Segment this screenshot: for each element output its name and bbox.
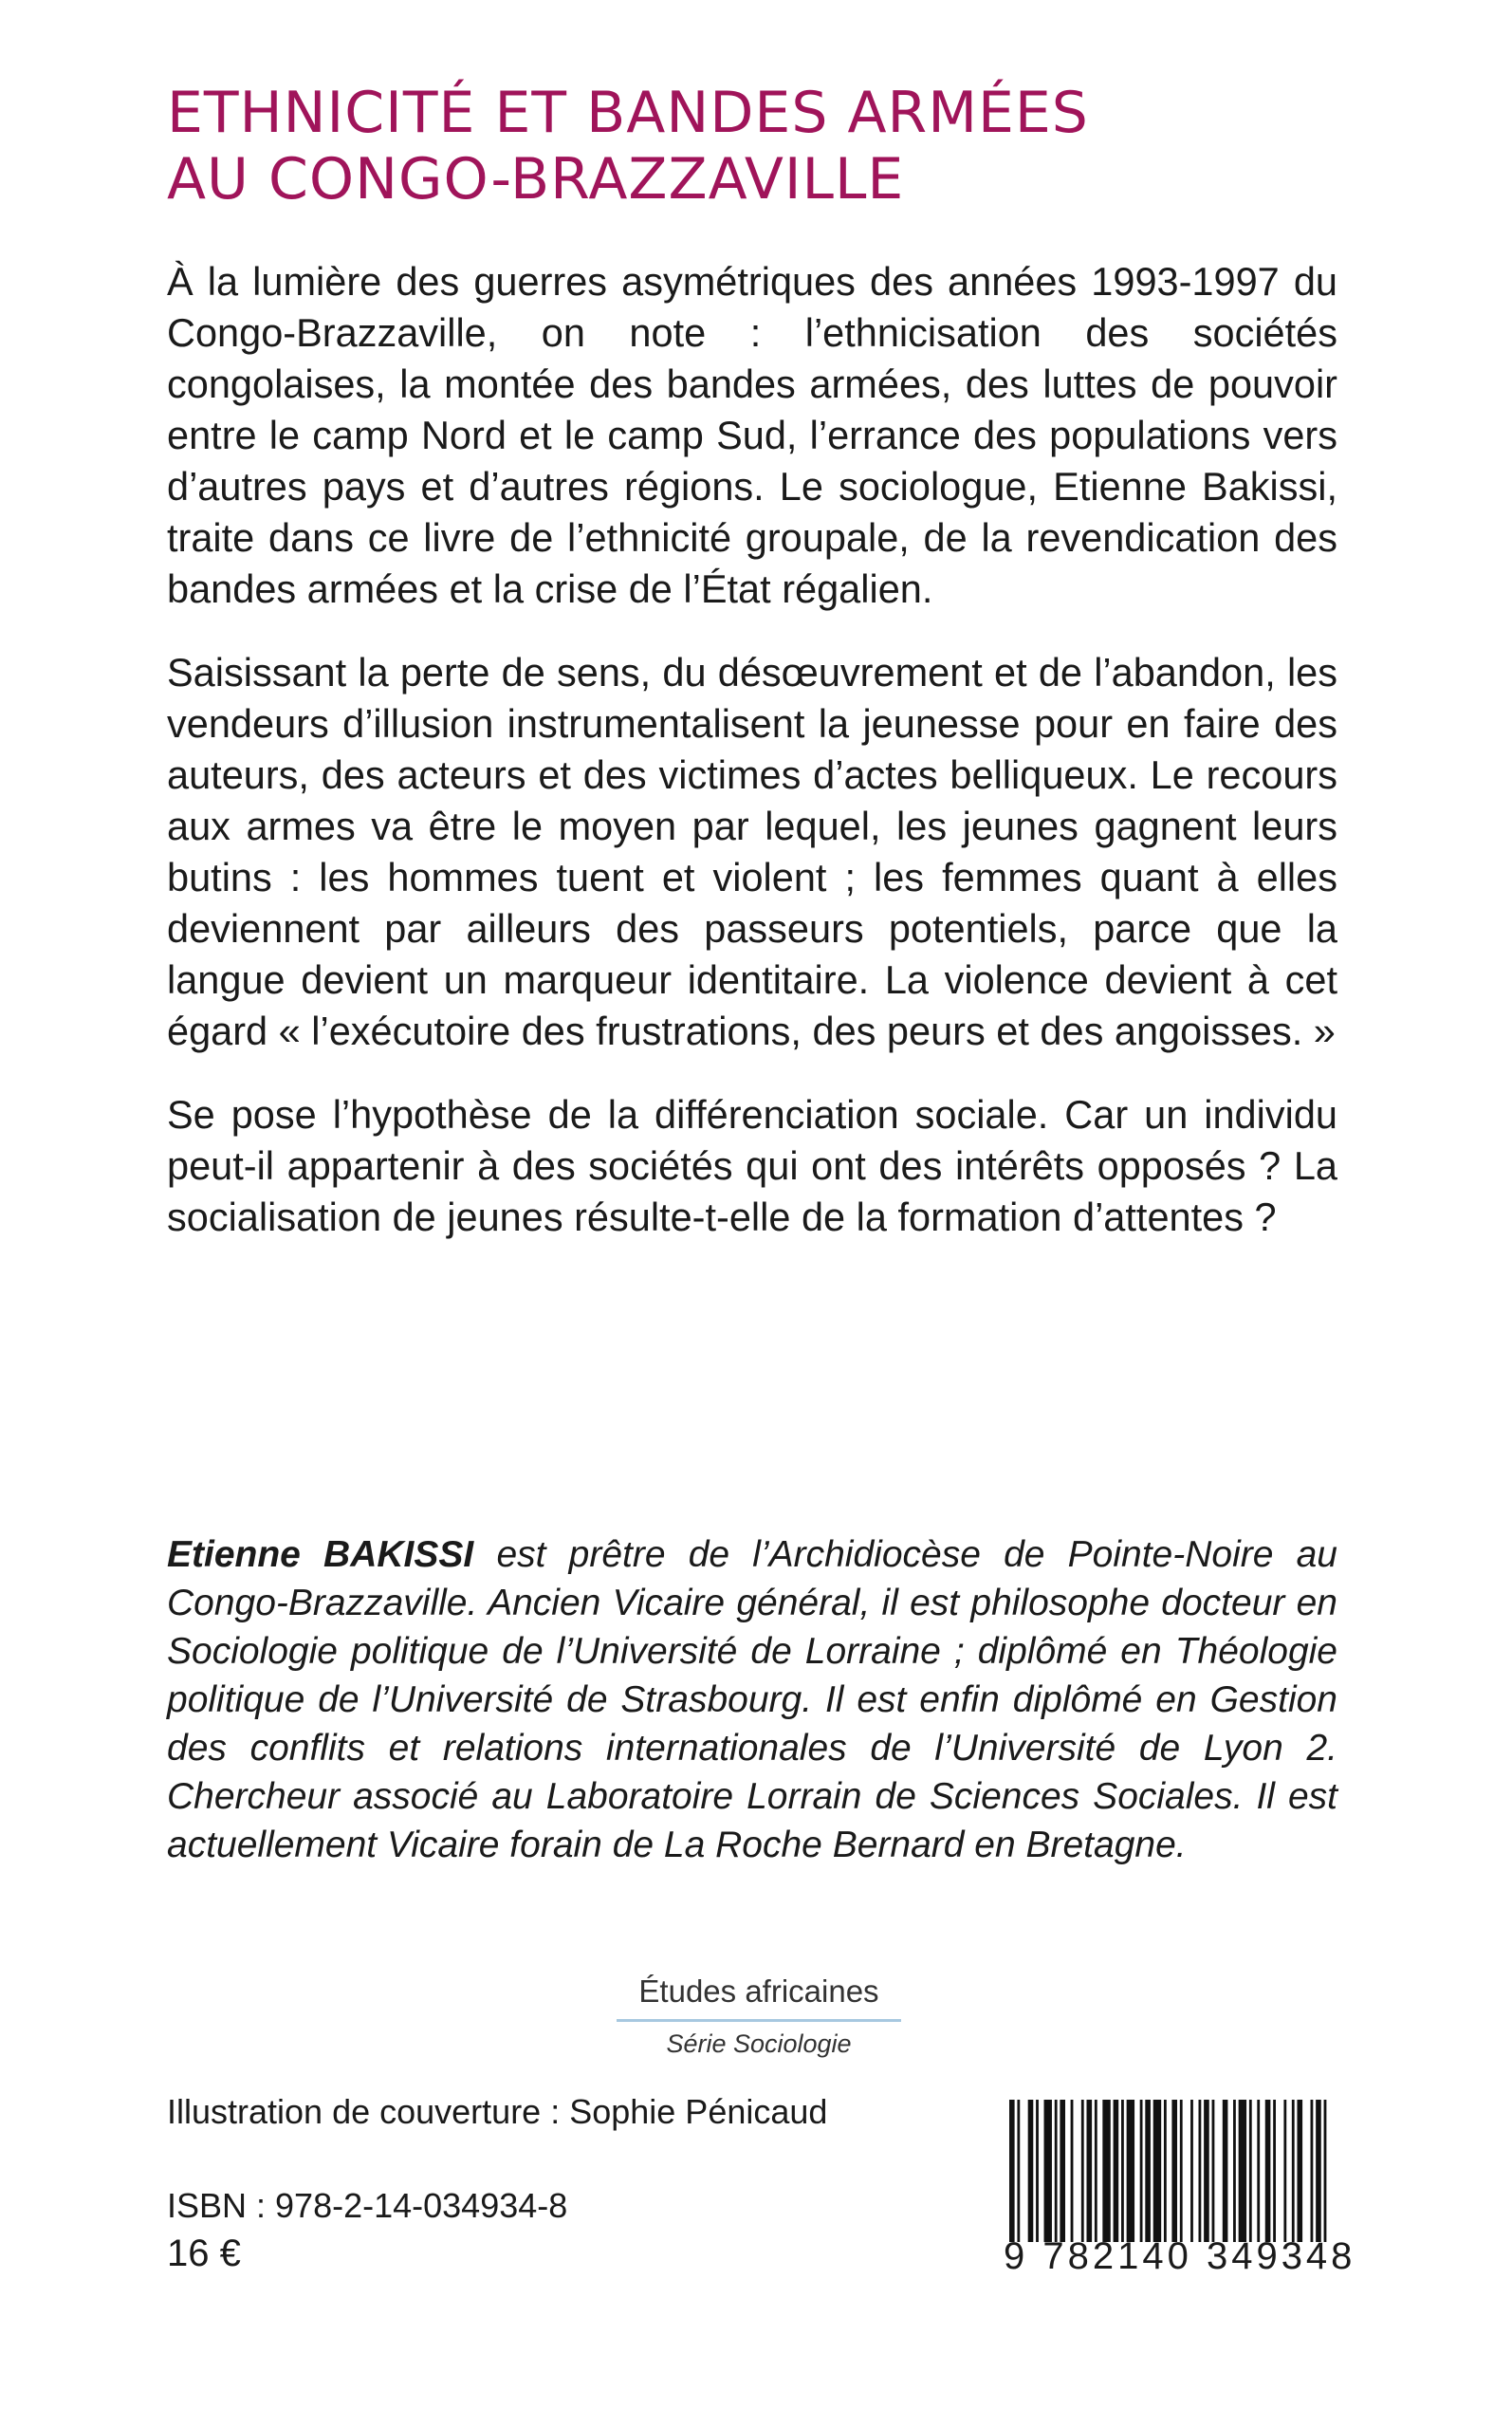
barcode-bar — [1036, 2100, 1039, 2242]
back-cover-summary — [167, 256, 1337, 1275]
barcode-bar — [1009, 2100, 1015, 2242]
summary-paragraph-3: Se pose l’hypothèse de la différenciation sociale. Car un individu peut-il appartenir à des sociétés qui ont des intérêts opposés ? La socialisation de jeunes résulte-t-elle de la formation d’attentes ? — [167, 1092, 1337, 1239]
barcode-bar — [1311, 2100, 1314, 2242]
barcode-bar — [1044, 2100, 1052, 2242]
illustration-credit: Illustration de couverture : Sophie Pénicaud — [167, 2092, 828, 2131]
barcode-bar — [1055, 2100, 1058, 2242]
barcode-bar — [1060, 2100, 1065, 2242]
barcode-bar — [1265, 2100, 1271, 2242]
summary-paragraph-1: À la lumière des guerres asymétriques des années 1993-1997 du Congo-Brazzaville, on note : l’ethnicisation des sociétés congolaises, la montée des bandes armées, des luttes de pouvoir entre le camp Nord et le camp Sud, l’errance des populations vers d’autres pays et d’autres régions. Le sociologue, Etienne Bakissi, traite dans ce livre de l’ethnicité groupale, de la revendication des bandes armées et la crise de l’État régalien. — [167, 259, 1337, 611]
barcode-bar — [1199, 2100, 1202, 2242]
barcode-bar — [1153, 2100, 1161, 2242]
subseries-name: Série Sociologie — [666, 2029, 852, 2058]
barcode-bar — [1171, 2100, 1177, 2242]
barcode-bar — [1071, 2100, 1074, 2242]
series-name: Études africaines — [617, 1974, 901, 2022]
barcode-bar — [1257, 2100, 1260, 2242]
author-bio-text: est prêtre de l’Archidiocèse de Pointe-Noire au Congo-Brazzaville. Ancien Vicaire général, il est philosophe docteur en Sociologie politique de l’Université de Lorraine ; diplômé en Théologie politique de l’Université de Strasbourg. Il est enfin diplômé en Gestion des conflits et relations internationales de l’Université de Lyon 2. Chercheur associé au Laboratoire Lorrain de Sciences Sociales. Il est actuellement Vicaire forain de La Roche Bernard en Bretagne. — [167, 1534, 1337, 1865]
barcode-bar — [1180, 2100, 1183, 2242]
barcode-bar — [1223, 2100, 1228, 2242]
barcode-bar — [1249, 2100, 1252, 2242]
barcode-bars — [1009, 2100, 1332, 2242]
barcode-bar — [1190, 2100, 1193, 2242]
barcode-bar — [1121, 2100, 1124, 2242]
book-title — [167, 80, 1353, 213]
barcode-bar — [1233, 2100, 1236, 2242]
title-line-2: AU CONGO-BRAZZAVILLE — [167, 146, 905, 213]
barcode-bar — [1102, 2100, 1110, 2242]
title-line-1: ETHNICITÉ ET BANDES ARMÉES — [167, 80, 1089, 146]
barcode-bar — [1283, 2100, 1286, 2242]
barcode-bar — [1145, 2100, 1151, 2242]
barcode-bar — [1164, 2100, 1167, 2242]
barcode-bar — [1081, 2100, 1084, 2242]
barcode-bar — [1095, 2100, 1097, 2242]
author-bio — [167, 1530, 1337, 1869]
barcode-bar — [1297, 2100, 1302, 2242]
barcode-bar — [1127, 2100, 1134, 2242]
barcode-bar — [1292, 2100, 1295, 2242]
price: 16 € — [167, 2233, 241, 2274]
barcode-bar — [1114, 2100, 1119, 2242]
isbn: ISBN : 978-2-14-034934-8 — [167, 2186, 568, 2225]
series-label — [617, 1974, 901, 2059]
barcode-bar — [1028, 2100, 1034, 2242]
barcode-bar — [1086, 2100, 1092, 2242]
barcode-digits: 9 782140 349348 — [1004, 2235, 1356, 2277]
barcode-bar — [1239, 2100, 1246, 2242]
author-name: Etienne BAKISSI — [167, 1534, 474, 1575]
barcode-bar — [1273, 2100, 1276, 2242]
summary-paragraph-2: Saisissant la perte de sens, du désœuvrement et de l’abandon, les vendeurs d’illusion instrumentalisent la jeunesse pour en faire des auteurs, des acteurs et des victimes d’actes belliqueux. Le recours aux armes va être le moyen par lequel, les jeunes gagnent leurs butins : les hommes tuent et violent ; les femmes quant à elles deviennent par ailleurs des passeurs potentiels, parce que la langue devient un marqueur identitaire. La violence devient à cet égard « l’exécutoire des frustrations, des peurs et des angoisses. » — [167, 650, 1337, 1053]
barcode-bar — [1324, 2100, 1327, 2242]
barcode-bar — [1316, 2100, 1321, 2242]
barcode-bar — [1140, 2100, 1143, 2242]
barcode-bar — [1204, 2100, 1209, 2242]
barcode-bar — [1017, 2100, 1020, 2242]
barcode-bar — [1212, 2100, 1215, 2242]
